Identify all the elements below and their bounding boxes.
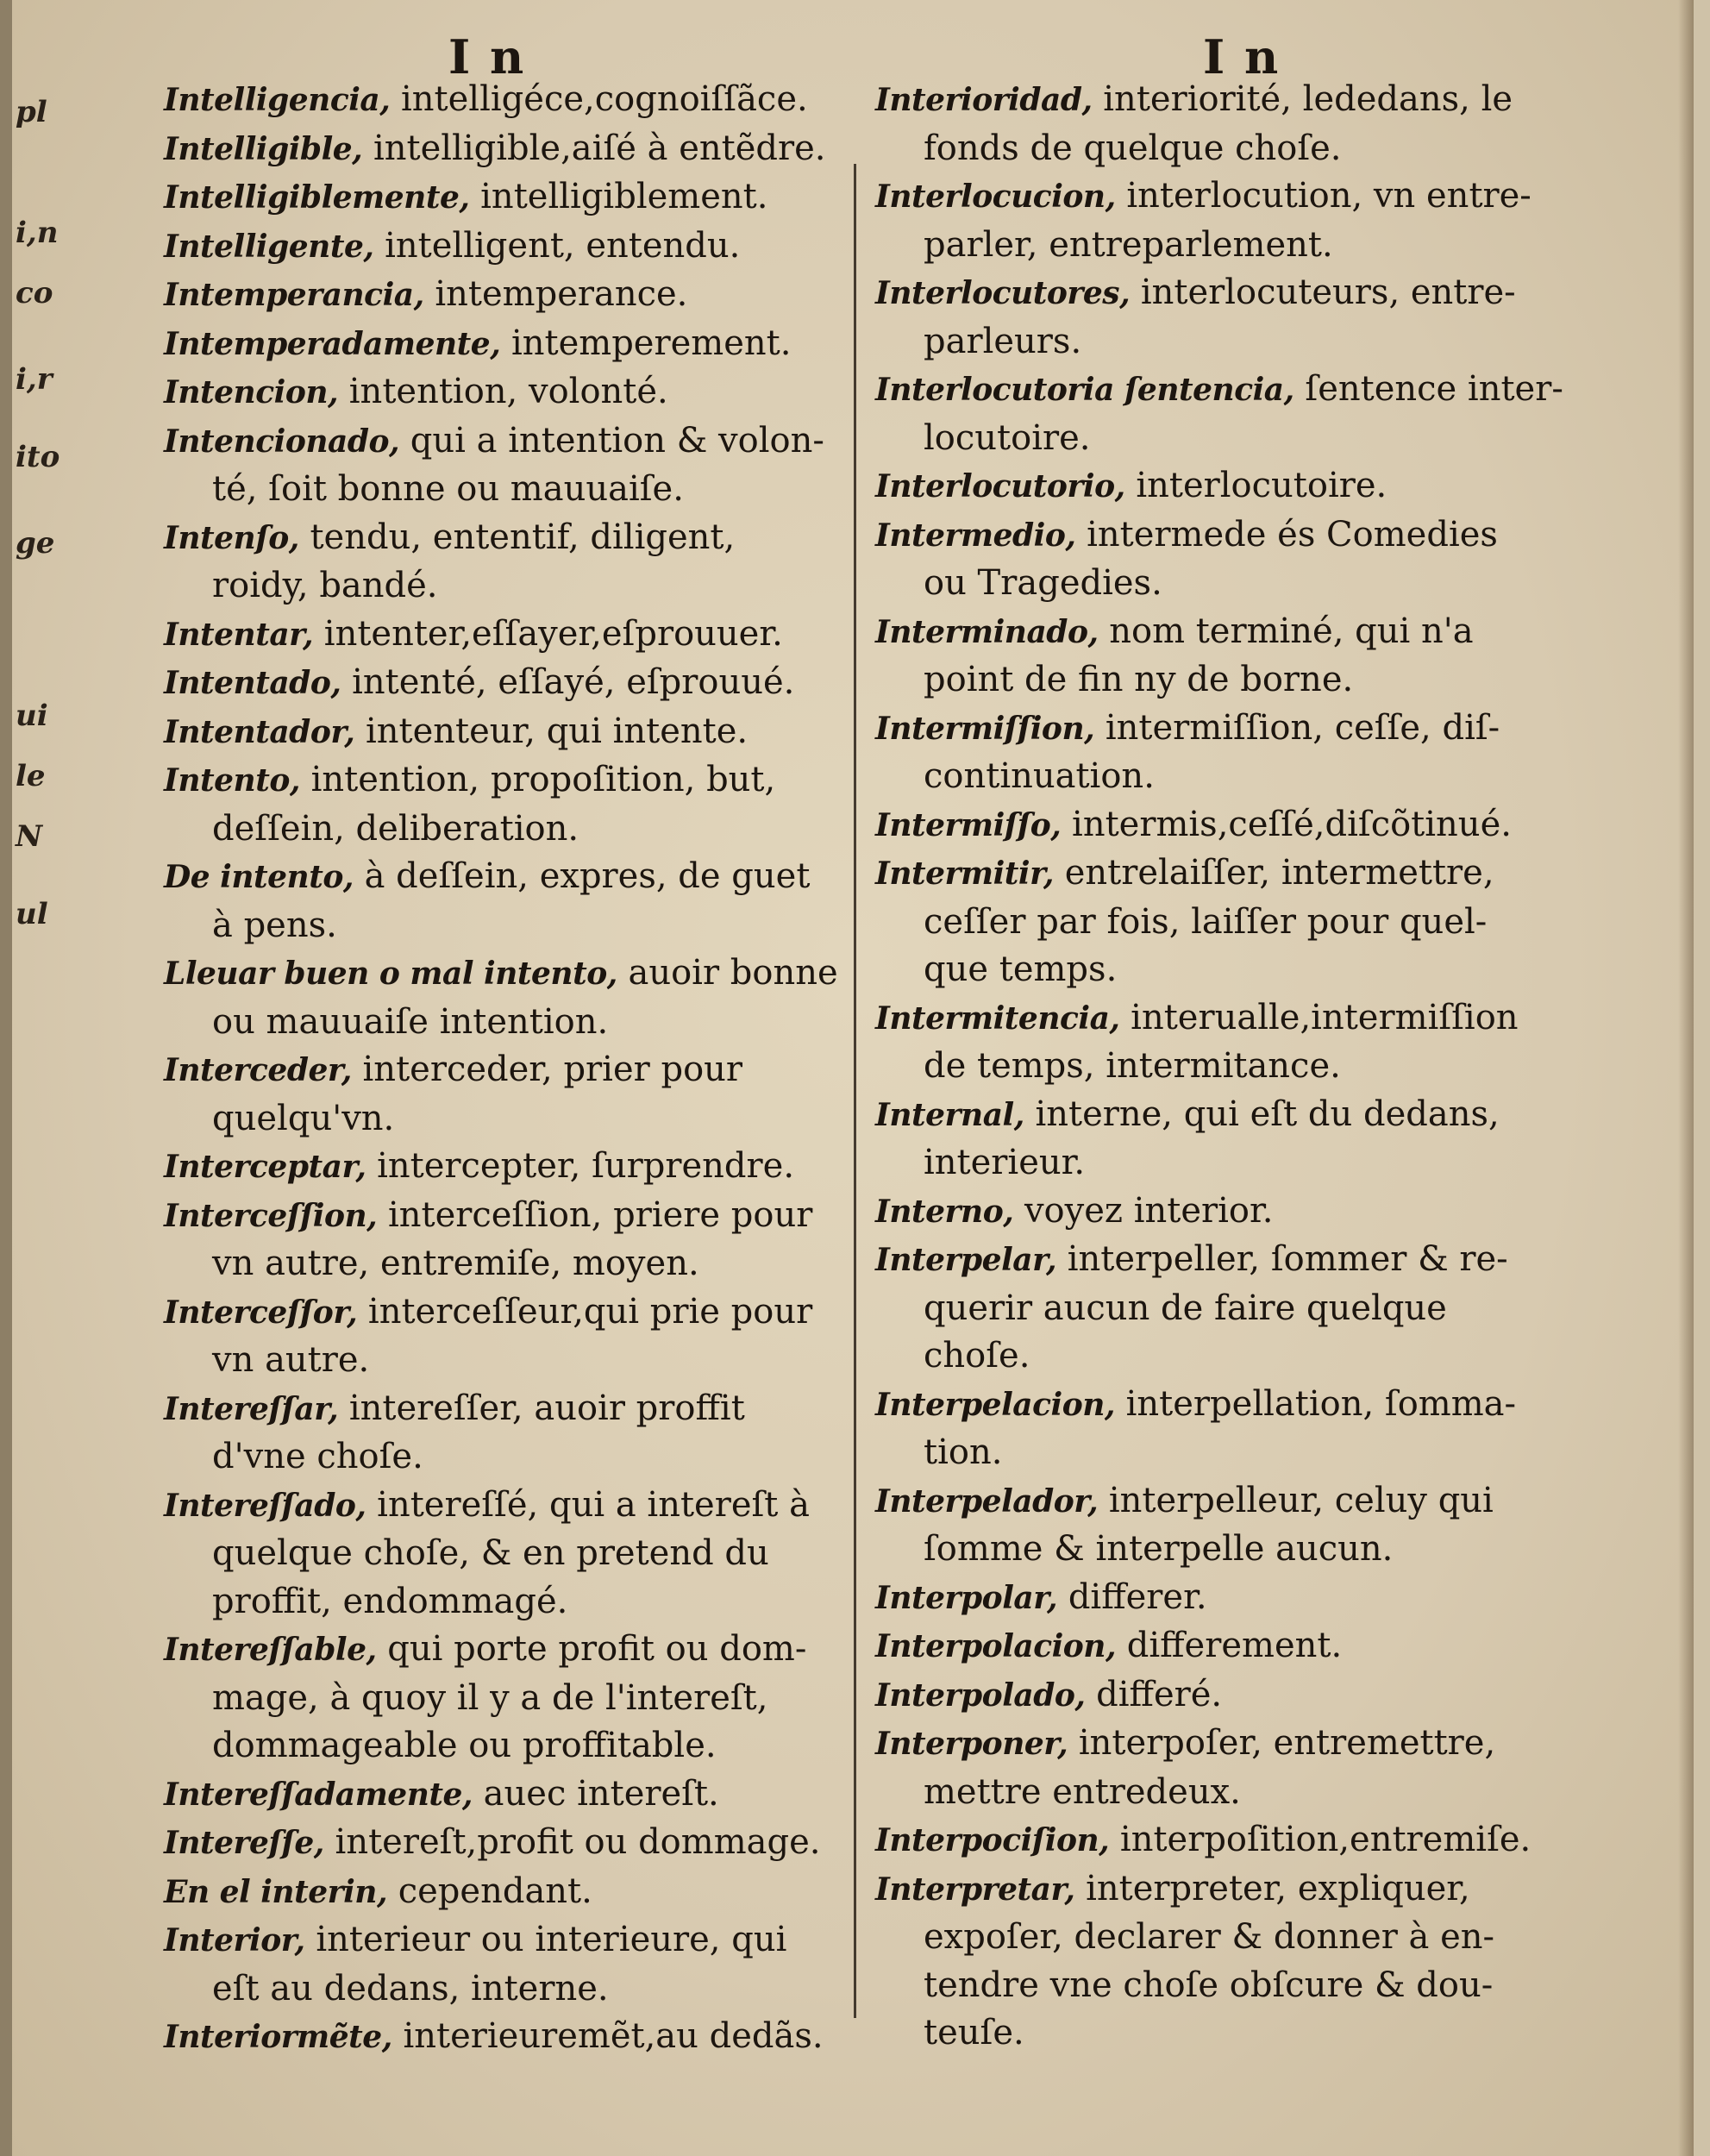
entry-first-line xyxy=(164,222,854,272)
entry-first-line xyxy=(875,76,1565,125)
dictionary-entry xyxy=(875,705,1565,801)
dictionary-entry xyxy=(164,853,854,950)
dictionary-entry xyxy=(164,173,854,222)
entry-continuation-line xyxy=(164,1433,854,1482)
headword: Intereſſe, xyxy=(164,1825,324,1861)
dictionary-entry xyxy=(875,849,1565,994)
headword: Intereſſadamente, xyxy=(164,1776,473,1813)
definition-text: interieuremẽt,au dedãs. xyxy=(403,2016,824,2056)
definition-text: intereſſé, qui a intereſt à xyxy=(377,1484,810,1525)
headword: Intelligente, xyxy=(164,228,374,265)
headword: Intermitencia, xyxy=(875,1000,1120,1037)
dictionary-entry xyxy=(164,1916,854,2013)
entry-first-line xyxy=(875,462,1565,511)
definition-text: ou mauuaiſe intention. xyxy=(212,1001,609,1042)
dictionary-entry xyxy=(875,1720,1565,1816)
definition-text: mettre entredeux. xyxy=(924,1771,1241,1812)
dictionary-entry xyxy=(875,1671,1565,1720)
headword: Interno, xyxy=(875,1193,1014,1230)
headword: Intereſſado, xyxy=(164,1487,366,1524)
dictionary-entry xyxy=(875,1816,1565,1865)
definition-text: à deſſein, expres, de guet xyxy=(364,856,811,896)
headword: Interpolacion, xyxy=(875,1628,1117,1664)
headword: Intemperancia, xyxy=(164,277,424,313)
entry-first-line xyxy=(875,1574,1565,1623)
left-column xyxy=(164,76,854,2062)
headword: Intelligible, xyxy=(164,130,363,167)
definition-text: intereſſer, auoir proffit xyxy=(348,1388,745,1428)
definition-text: fonds de quelque choſe. xyxy=(924,128,1342,168)
dictionary-entry xyxy=(875,1091,1565,1188)
headword: Interceſſor, xyxy=(164,1294,358,1331)
headword: Intelligencia, xyxy=(164,82,391,118)
dictionary-entry xyxy=(875,994,1565,1091)
headword: Interlocutoria ſentencia, xyxy=(875,372,1294,408)
entry-continuation-line xyxy=(875,1962,1565,2010)
dictionary-entry xyxy=(875,366,1565,462)
entry-continuation-line xyxy=(164,999,854,1047)
definition-text: cependant. xyxy=(398,1871,592,1911)
entry-first-line xyxy=(875,608,1565,657)
definition-text: quelqu'vn. xyxy=(212,1098,395,1138)
entry-first-line xyxy=(164,1819,854,1868)
definition-text: intelligéce,cognoiſſãce. xyxy=(401,79,808,119)
definition-text: tendu, ententif, diligent, xyxy=(310,517,736,557)
dictionary-entry xyxy=(164,1482,854,1626)
definition-text: interlocuteurs, entre- xyxy=(1140,273,1516,312)
entry-continuation-line xyxy=(164,1530,854,1578)
definition-text: intemperement. xyxy=(510,323,792,363)
dictionary-entry xyxy=(164,271,854,320)
gutter-fragment: pl xyxy=(16,95,47,129)
definition-text: interpoſition,entremiſe. xyxy=(1119,1820,1531,1859)
definition-text: intermis,ceſſé,diſcõtinué. xyxy=(1072,804,1512,844)
entry-continuation-line xyxy=(164,466,854,514)
dictionary-entry xyxy=(164,1385,854,1482)
entry-first-line xyxy=(164,271,854,320)
definition-text: continuation. xyxy=(924,756,1155,796)
definition-text: interieur ou interieure, qui xyxy=(316,1920,787,1959)
dictionary-entry xyxy=(164,708,854,757)
entry-first-line xyxy=(164,173,854,222)
definition-text: querir aucun de faire quelque xyxy=(924,1288,1447,1328)
entry-first-line xyxy=(875,511,1565,561)
definition-text: auec intereſt. xyxy=(483,1773,719,1814)
entry-first-line xyxy=(164,514,854,563)
dictionary-entry xyxy=(164,222,854,272)
entry-first-line xyxy=(875,705,1565,754)
dictionary-entry xyxy=(164,125,854,174)
headword: En el interin, xyxy=(164,1873,387,1910)
headword: Interceder, xyxy=(164,1052,352,1088)
dictionary-entry xyxy=(164,417,854,514)
dictionary-entry xyxy=(164,368,854,417)
entry-continuation-line xyxy=(164,1337,854,1385)
gutter-fragment: i,r xyxy=(16,362,53,397)
gutter-fragments xyxy=(16,78,60,1544)
headword: Lleuar buen o mal intento, xyxy=(164,956,617,992)
headword: Interior, xyxy=(164,1922,305,1959)
definition-text: auoir bonne xyxy=(628,953,838,993)
page-shadow xyxy=(1678,0,1694,2156)
entry-first-line xyxy=(164,1046,854,1095)
dictionary-entry xyxy=(164,659,854,708)
entry-first-line xyxy=(875,1671,1565,1720)
entry-continuation-line xyxy=(164,1722,854,1771)
dictionary-entry xyxy=(875,608,1565,705)
entry-first-line xyxy=(164,1192,854,1241)
entry-continuation-line xyxy=(875,222,1565,270)
dictionary-entry xyxy=(164,756,854,853)
headword: Intento, xyxy=(164,762,300,799)
definition-text: intermede és Comedies xyxy=(1087,514,1498,555)
definition-text: interpelleur, celuy qui xyxy=(1108,1480,1494,1520)
dictionary-entry xyxy=(875,1236,1565,1381)
entry-continuation-line xyxy=(875,1139,1565,1188)
entry-first-line xyxy=(164,1482,854,1531)
entry-first-line xyxy=(875,849,1565,899)
dictionary-entry xyxy=(875,462,1565,511)
entry-continuation-line xyxy=(875,899,1565,947)
entry-first-line xyxy=(164,756,854,805)
definition-text: intercepter, ſurprendre. xyxy=(377,1146,795,1186)
dictionary-entry xyxy=(164,1143,854,1192)
entry-first-line xyxy=(164,417,854,467)
definition-text: interlocutoire. xyxy=(1136,466,1387,505)
entry-continuation-line xyxy=(164,1675,854,1723)
entry-continuation-line xyxy=(164,1240,854,1288)
dictionary-entry xyxy=(875,172,1565,269)
definition-text: interceder, prier pour xyxy=(362,1050,743,1089)
dictionary-entry xyxy=(164,611,854,660)
entry-first-line xyxy=(875,994,1565,1044)
entry-continuation-line xyxy=(875,1285,1565,1333)
entry-continuation-line xyxy=(875,318,1565,367)
entry-continuation-line xyxy=(875,125,1565,173)
entry-first-line xyxy=(164,1143,854,1192)
definition-text: intelligiblement. xyxy=(480,177,768,216)
headword: Intermiſſo, xyxy=(875,806,1062,843)
definition-text: interpreter, expliquer, xyxy=(1086,1868,1470,1908)
definition-text: ſomme & interpelle aucun. xyxy=(924,1529,1394,1569)
entry-first-line xyxy=(875,1622,1565,1671)
definition-text: quelque choſe, & en pretend du xyxy=(212,1533,769,1573)
headword: De intento, xyxy=(164,859,354,895)
headword: Interpelador, xyxy=(875,1482,1099,1520)
entry-first-line xyxy=(164,853,854,902)
dictionary-entry xyxy=(164,1868,854,1917)
headword: Interpolar, xyxy=(875,1579,1058,1616)
entry-continuation-line xyxy=(164,1578,854,1626)
definition-text: interpellation, ſomma- xyxy=(1125,1383,1517,1424)
dictionary-entry xyxy=(875,511,1565,608)
entry-continuation-line xyxy=(875,1769,1565,1817)
entry-continuation-line xyxy=(875,1526,1565,1574)
definition-text: interpeller, ſommer & re- xyxy=(1067,1239,1508,1279)
definition-text: differement. xyxy=(1126,1626,1343,1665)
headword: Interponer, xyxy=(875,1726,1068,1762)
definition-text: intelligible,aiſé à entẽdre. xyxy=(373,128,826,168)
entry-first-line xyxy=(875,801,1565,850)
headword: Intencion, xyxy=(164,374,339,411)
definition-text: intermiſſion, ceſſe, diſ- xyxy=(1105,707,1500,748)
definition-text: choſe. xyxy=(924,1336,1030,1376)
gutter-fragment: co xyxy=(16,276,53,310)
entry-first-line xyxy=(875,1188,1565,1237)
gutter-fragment: ito xyxy=(16,440,60,474)
dictionary-entry xyxy=(164,1819,854,1868)
entry-first-line xyxy=(164,368,854,417)
definition-text: intenté, eſſayé, eſprouué. xyxy=(352,662,795,702)
headword: Intentador, xyxy=(164,713,355,750)
definition-text: expoſer, declarer & donner à en- xyxy=(924,1917,1495,1957)
definition-text: de temps, intermitance. xyxy=(924,1046,1341,1086)
headword: Interpociſion, xyxy=(875,1822,1110,1858)
adjacent-page-edge xyxy=(0,0,12,2156)
dictionary-entry xyxy=(875,1381,1565,1477)
definition-text: interieur. xyxy=(924,1143,1086,1182)
entry-first-line xyxy=(875,1865,1565,1915)
headword: Intentado, xyxy=(164,665,341,701)
definition-text: intemperance. xyxy=(435,274,688,314)
dictionary-entry xyxy=(875,801,1565,850)
headword: Interlocutores, xyxy=(875,275,1131,311)
definition-text: qui porte profit ou dom- xyxy=(387,1629,807,1669)
headword: Intenſo, xyxy=(164,519,299,556)
column-rule xyxy=(854,164,856,2018)
definition-text: intenteur, qui intente. xyxy=(365,711,749,751)
headword: Interlocucion, xyxy=(875,179,1116,215)
definition-text: qui a intention & volon- xyxy=(410,420,824,461)
dictionary-entry xyxy=(875,269,1565,366)
entry-first-line xyxy=(875,269,1565,318)
headword: Interceſſion, xyxy=(164,1197,378,1234)
gutter-fragment: ui xyxy=(16,699,48,733)
dictionary-entry xyxy=(164,320,854,369)
dictionary-entry xyxy=(164,1626,854,1771)
definition-text: interlocution, vn entre- xyxy=(1126,176,1531,216)
right-column xyxy=(875,76,1565,2058)
entry-continuation-line xyxy=(875,753,1565,801)
entry-first-line xyxy=(164,1868,854,1917)
definition-text: roidy, bandé. xyxy=(212,566,438,605)
entry-continuation-line xyxy=(164,902,854,950)
definition-text: interpoſer, entremettre, xyxy=(1078,1723,1496,1763)
definition-text: proffit, endommagé. xyxy=(212,1581,568,1621)
definition-text: tendre vne choſe obſcure & dou- xyxy=(924,1965,1494,2005)
entry-first-line xyxy=(164,76,854,125)
gutter-fragment: le xyxy=(16,759,46,793)
definition-text: d'vne choſe. xyxy=(212,1437,423,1476)
dictionary-entry xyxy=(164,1288,854,1385)
entry-continuation-line xyxy=(875,560,1565,608)
dictionary-entry xyxy=(875,1188,1565,1237)
definition-text: interualle,intermiſſion xyxy=(1131,997,1519,1037)
entry-continuation-line xyxy=(875,2009,1565,2058)
entry-first-line xyxy=(875,1236,1565,1285)
entry-first-line xyxy=(164,1916,854,1965)
definition-text: mage, à quoy il y a de l'intereſt, xyxy=(212,1677,768,1718)
entry-first-line xyxy=(164,659,854,708)
definition-text: que temps. xyxy=(924,950,1118,989)
dictionary-entry xyxy=(164,2013,854,2062)
definition-text: parler, entreparlement. xyxy=(924,224,1333,265)
dictionary-entry xyxy=(164,76,854,125)
definition-text: vn autre, entremiſe, moyen. xyxy=(212,1244,699,1283)
entry-continuation-line xyxy=(164,1095,854,1144)
headword: Intentar, xyxy=(164,616,314,653)
headword: Interpelar, xyxy=(875,1242,1056,1278)
entry-first-line xyxy=(875,1381,1565,1430)
entry-first-line xyxy=(875,366,1565,415)
entry-continuation-line xyxy=(164,562,854,611)
dictionary-entry xyxy=(164,1192,854,1288)
headword: Intelligiblemente, xyxy=(164,179,470,216)
entry-first-line xyxy=(875,1816,1565,1865)
definition-text: locutoire. xyxy=(924,417,1091,458)
definition-text: teuſe. xyxy=(924,2013,1024,2053)
definition-text: interiorité, lededans, le xyxy=(1103,79,1513,119)
entry-continuation-line xyxy=(875,656,1565,705)
gutter-fragment: ul xyxy=(16,897,48,931)
definition-text: à pens. xyxy=(212,905,337,945)
definition-text: té, ſoit bonne ou mauuaiſe. xyxy=(212,469,684,509)
gutter-fragment: N xyxy=(16,819,43,854)
headword: Intermedio, xyxy=(875,517,1076,554)
definition-text: ou Tragedies. xyxy=(924,563,1162,603)
entry-first-line xyxy=(164,2013,854,2062)
definition-text: ſentence inter- xyxy=(1305,369,1563,409)
entry-first-line xyxy=(875,1720,1565,1769)
headword: Interiormẽte, xyxy=(164,2019,392,2055)
dictionary-entry xyxy=(164,514,854,611)
gutter-fragment: i,n xyxy=(16,216,59,250)
dictionary-entry xyxy=(875,1622,1565,1671)
entry-first-line xyxy=(164,1288,854,1338)
entry-first-line xyxy=(164,611,854,660)
entry-first-line xyxy=(164,950,854,999)
gutter-fragment: ge xyxy=(16,526,55,561)
entry-first-line xyxy=(164,1626,854,1675)
headword: Interioridad, xyxy=(875,82,1093,118)
entry-continuation-line xyxy=(164,1965,854,2014)
entry-first-line xyxy=(164,708,854,757)
definition-text: vn autre. xyxy=(212,1340,370,1380)
definition-text: intelligent, entendu. xyxy=(385,225,741,266)
entry-first-line xyxy=(875,172,1565,222)
dictionary-entry xyxy=(875,76,1565,172)
definition-text: intention, propoſition, but, xyxy=(310,760,776,799)
entry-continuation-line xyxy=(875,1429,1565,1477)
definition-text: intereſt,profit ou dommage. xyxy=(335,1822,821,1862)
entry-continuation-line xyxy=(875,1914,1565,1962)
headword: Interminado, xyxy=(875,613,1099,650)
definition-text: dommageable ou proffitable. xyxy=(212,1726,717,1765)
entry-continuation-line xyxy=(164,805,854,854)
header-left: I n xyxy=(448,29,526,85)
definition-text: eſt au dedans, interne. xyxy=(212,1968,609,2009)
dictionary-entry xyxy=(164,1046,854,1143)
headword: Intermitir, xyxy=(875,856,1054,892)
dictionary-entry xyxy=(875,1574,1565,1623)
headword: Intereſſable, xyxy=(164,1632,377,1668)
definition-text: interceſſion, priere pour xyxy=(387,1194,813,1235)
entry-first-line xyxy=(164,1771,854,1820)
entry-continuation-line xyxy=(875,1332,1565,1381)
definition-text: ceſſer par fois, laiſſer pour quel- xyxy=(924,901,1488,942)
headword: Intemperadamente, xyxy=(164,325,501,362)
definition-text: nom terminé, qui n'a xyxy=(1109,611,1474,651)
headword: Interpolado, xyxy=(875,1677,1086,1714)
entry-continuation-line xyxy=(875,415,1565,463)
entry-first-line xyxy=(164,320,854,369)
definition-text: voyez interior. xyxy=(1024,1190,1274,1231)
header-right: I n xyxy=(1203,29,1281,85)
headword: Interlocutorio, xyxy=(875,468,1125,505)
definition-text: intenter,eſſayer,eſprouuer. xyxy=(323,613,783,654)
headword: Intencionado, xyxy=(164,423,400,460)
definition-text: differé. xyxy=(1096,1674,1223,1714)
definition-text: interne, qui eſt du dedans, xyxy=(1035,1094,1500,1134)
definition-text: tion. xyxy=(924,1432,1003,1472)
definition-text: interceſſeur,qui prie pour xyxy=(367,1291,813,1332)
entry-first-line xyxy=(875,1477,1565,1526)
definition-text: deſſein, deliberation. xyxy=(212,808,579,849)
dictionary-entry xyxy=(875,1865,1565,2058)
headword: Interceptar, xyxy=(164,1149,366,1185)
headword: Intermiſſion, xyxy=(875,710,1095,747)
dictionary-entry xyxy=(875,1477,1565,1574)
headword: Interpretar, xyxy=(875,1871,1075,1908)
definition-text: entrelaiſſer, intermettre, xyxy=(1064,853,1494,893)
headword: Internal, xyxy=(875,1096,1024,1133)
entry-first-line xyxy=(164,1385,854,1434)
definition-text: point de fin ny de borne. xyxy=(924,660,1354,699)
definition-text: parleurs. xyxy=(924,321,1082,361)
dictionary-entry xyxy=(164,950,854,1046)
entry-continuation-line xyxy=(875,946,1565,994)
dictionary-entry xyxy=(164,1771,854,1820)
entry-continuation-line xyxy=(875,1043,1565,1091)
headword: Interpelacion, xyxy=(875,1386,1115,1423)
definition-text: intention, volonté. xyxy=(348,372,668,411)
entry-first-line xyxy=(875,1091,1565,1140)
entry-first-line xyxy=(164,125,854,174)
definition-text: differer. xyxy=(1068,1576,1207,1617)
headword: Intereſſar, xyxy=(164,1390,339,1427)
